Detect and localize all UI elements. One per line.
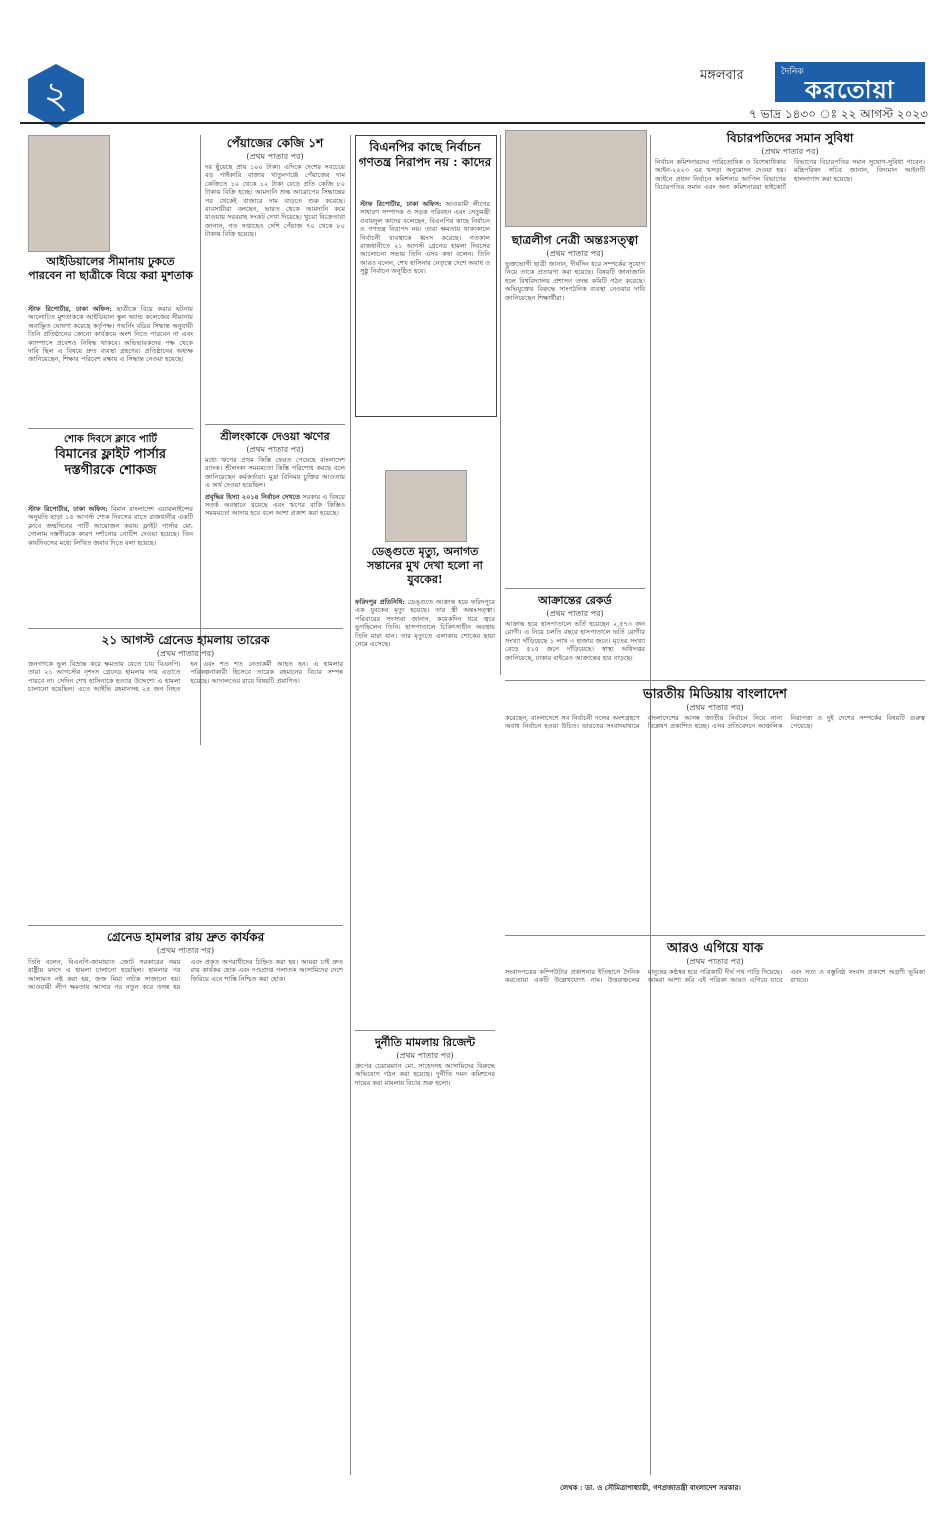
aro-jump: (প্রথম পাতার পর) bbox=[686, 957, 744, 966]
tareq-body bbox=[28, 660, 343, 920]
grenade-jump: (প্রথম পাতার পর) bbox=[156, 946, 215, 955]
bicharpati-body bbox=[655, 158, 925, 673]
chhatra-photo-collage bbox=[505, 130, 647, 227]
bicharpati-text: নির্বাচন কমিশনারদের পারিতোষিক ও বিশেষাধিকার আইন-২০২৩ এর খসড়া অনুমোদন দেওয়া হয়। আইনে প্রধান নির্বাচন কমিশনার আপিল বিভাগের বিচারপতির সমান এবং অন্য কমিশনাররা হাইকোর্ট বিভাগের বিচারপতির সমান সুযোগ-সুবিধা পাবেন। মন্ত্রিপরিষদ সচিব জানান, বিদ্যমান আইনটি হালনাগাদ করা হয়েছে। bbox=[655, 158, 925, 192]
logo-small-text: দৈনিক bbox=[781, 67, 804, 77]
section-rule bbox=[205, 424, 345, 425]
mutaq-headline: আইডিয়ালের সীমানায় ঢুকতে পারবেন না ছাত্রীকে বিয়ে করা মুশতাক bbox=[28, 255, 193, 282]
srilanka-text2: সরকার এ বিষয়ে সতর্ক অবস্থানে রয়েছে এবং ঋণের বাকি কিস্তিও সময়মতো আদায় হবে বলে আশা প্রকাশ করা হয়েছে। bbox=[205, 492, 345, 518]
section-rule bbox=[505, 680, 925, 681]
srilanka-body bbox=[205, 456, 345, 621]
svg-text:২: ২ bbox=[43, 73, 69, 117]
bharat-headline: ভারতীয় মিডিয়ায় বাংলাদেশ bbox=[643, 687, 787, 702]
regent-text: গ্রুপের চেয়ারম্যান মো. সাহেদসহ আসামিদের বিরুদ্ধে অভিযোগ গঠন করা হয়েছে। দুর্নীতি দমন কমিশনের দায়ের করা মামলায় বিচার শুরু হলো। bbox=[355, 1062, 495, 1087]
srilanka-jump: (প্রথম পাতার পর) bbox=[246, 445, 304, 454]
election-body bbox=[360, 200, 490, 410]
bharat-text: করেছেন, বাংলাদেশে সব নির্বাচনী দলের অংশগ্রহণে অবাধ নির্বাচন হওয়া উচিত। ভারতের সংবাদমাধ্যমে বাংলাদেশের আসন্ন জাতীয় নির্বাচন নিয়ে নানা বিশ্লেষণ প্রকাশিত হচ্ছে। এসব প্রতিবেদনে আঞ্চলিক নিরাপত্তা ও দুই দেশের সম্পর্কের বিষয়টি গুরুত্ব পেয়েছে। bbox=[505, 714, 925, 731]
section-rule bbox=[28, 428, 193, 429]
section-rule bbox=[28, 628, 343, 629]
mutaq-byline: স্টাফ রিপোর্টার, ঢাকা অফিস: bbox=[28, 305, 112, 313]
aro-body bbox=[505, 968, 925, 1473]
chhatra-body bbox=[505, 260, 645, 580]
section-rule bbox=[505, 588, 645, 589]
grenade-headline: গ্রেনেড হামলার রায় দ্রুত কার্যকর bbox=[106, 930, 265, 944]
regent-headline: দুর্নীতি মামলায় রিজেন্ট bbox=[375, 1036, 475, 1049]
srilanka-subhead: প্রবৃদ্ধির হিস্যা ২০১৪ নির্বাচন দেখতে bbox=[205, 492, 300, 501]
grenade-body bbox=[28, 958, 343, 1473]
regent-jump: (প্রথম পাতার পর) bbox=[396, 1051, 454, 1060]
tareq-text: জনগণকে ভুল বিভ্রান্ত করে ক্ষমতায় যেতে চায় বিএনপি। তারা ২১ আগস্টের নৃশংস গ্রেনেড হামলার দায় এড়াতে পারবে না। সেদিন শেখ হাসিনাকে হত্যার উদ্দেশ্যে এ হামলা চালানো হয়েছিল। এতে আইভি রহমানসহ ২৪ জন নিহত হন এবং শত শত নেতাকর্মী আহত হন। এ হামলার পরিকল্পনাকারী হিসেবে তারেক রহমানের বিচার সম্পন্ন হয়েছে। আদালতের রায়ে বিষয়টি প্রমাণিত। bbox=[28, 660, 343, 694]
onion-body bbox=[205, 163, 345, 418]
aro-headline: আরও এগিয়ে যাক bbox=[666, 941, 764, 956]
dengue-text: ডেঙ্গুতে আক্রান্ত হয়ে ফরিদপুরে এক যুবকের মৃত্যু হয়েছে। তার স্ত্রী অন্তঃসত্ত্বা। পরিবারের সদস্যরা জানান, কয়েকদিন ধরে জ্বরে ভুগছিলেন তিনি। হাসপাতালে চিকিৎসাধীন অবস্থায় তিনি মারা যান। তার মৃত্যুতে এলাকায় শোকের ছায়া নেমে এসেছে। bbox=[355, 598, 495, 649]
onion-text: দর ছুঁয়েছে প্রায় ১০০ টাকা। এদিকে দেশের সবচেয়ে বড় পাইকারি বাজার খাতুনগঞ্জে পেঁয়াজের দাম কেজিতে ১০ থেকে ১২ টাকা বেড়ে প্রতি কেজি ৮০ টাকায় বিক্রি হচ্ছে। আমদানি শুল্ক আরোপের সিদ্ধান্তের পর থেকেই বাজারে দাম বাড়তে শুরু করেছে। ব্যবসায়ীরা বলছেন, ভারত থেকে আমদানি কমে যাওয়ায় সরবরাহ সংকট দেখা দিয়েছে। খুচরা বিক্রেতারা জানান, গত সপ্তাহেও দেশি পেঁয়াজ ৭০ থেকে ৮০ টাকায় বিক্রি হয়েছে। bbox=[205, 163, 345, 239]
chhatra-text: ভুক্তভোগী ছাত্রী জানান, দীর্ঘদিন ধরে সম্পর্কের সুযোগ নিয়ে তাকে প্রতারণা করা হয়েছে। বিষয়টি জানাজানি হলে বিশ্ববিদ্যালয় প্রশাসন তদন্ত কমিটি গঠন করেছে। অভিযুক্তের বিরুদ্ধে সাংগঠনিক ব্যবস্থা নেওয়ার দাবি জানিয়েছেন শিক্ষার্থীরা। bbox=[505, 260, 645, 302]
bharat-jump: (প্রথম পাতার পর) bbox=[686, 703, 744, 712]
regent-body bbox=[355, 1062, 495, 1192]
dengue-headline: ডেঙ্গুতে মৃত্যু, অনাগত সন্তানের মুখ দেখা হলো না যুবকের! bbox=[367, 545, 483, 586]
shok-text: বিমান বাংলাদেশ এয়ারলাইন্সের অনুমতি ছাড়া ১৫ আগস্ট শোক দিবসের রাতে রাজধানীর একটি ক্লাবে জন্মদিনের পার্টি আয়োজন করায় ফ্লাইট পার্সার মো. গোলাম দস্তগীরকে কারণ দর্শানোর নোটিশ দেওয়া হয়েছে। তিন কার্যদিবসের মধ্যে লিখিত জবাব দিতে বলা হয়েছে। bbox=[28, 505, 193, 547]
bicharpati-headline: বিচারপতিদের সমান সুবিধা bbox=[726, 131, 854, 145]
aro-author: লেখক : ডা. ও সৌমিত্রাপাধ্যায়ী, গণপ্রজাতন্ত্রী বাংলাদেশ সরকার। bbox=[560, 1483, 741, 1492]
record-jump: (প্রথম পাতার পর) bbox=[546, 609, 604, 618]
issue-date: ৭ ভাদ্র ১৪৩০ ঃ ২২ আগস্ট ২০২৩ bbox=[749, 107, 928, 121]
aro-text: সংবাদপত্রের কম্পিউটার প্রকাশনার ইতিহাসে দৈনিক করতোয়া একটি উল্লেখযোগ্য নাম। উত্তরাঞ্চলের মানুষের কণ্ঠস্বর হয়ে পত্রিকাটি দীর্ঘ পথ পাড়ি দিয়েছে। আমরা আশা করি এই পত্রিকা আরও এগিয়ে যাবে এবং সত্য ও বস্তুনিষ্ঠ সংবাদ প্রকাশে অগ্রণী ভূমিকা রাখবে। bbox=[505, 968, 925, 985]
dengue-body bbox=[355, 598, 495, 748]
section-rule bbox=[28, 925, 343, 926]
dengue-photo bbox=[385, 470, 467, 542]
chhatra-jump: (প্রথম পাতার পর) bbox=[546, 249, 604, 258]
onion-headline: পেঁয়াজের কেজি ১শ bbox=[226, 136, 324, 150]
chhatra-headline: ছাত্রলীগ নেত্রী অন্তঃসত্ত্বা bbox=[511, 233, 639, 247]
dengue-byline: ফরিদপুর প্রতিনিধি: bbox=[355, 598, 405, 606]
logo-big-text: করতোয়া bbox=[805, 75, 895, 104]
masthead-rule bbox=[20, 122, 925, 124]
mutaq-text: ছাত্রীকে বিয়ে করার ঘটনায় আলোচিত মুশতাককে আইডিয়াল স্কুল অ্যান্ড কলেজের সীমানায় অবাঞ্ছিত ঘোষণা করেছে কর্তৃপক্ষ। গভর্নিং বডির সিদ্ধান্ত অনুযায়ী তিনি প্রতিষ্ঠানের কোনো কার্যক্রমে অংশ নিতে পারবেন না এবং ক্যাম্পাসে প্রবেশও নিষিদ্ধ থাকবে। অভিভাবকদের পক্ষ থেকে দাবি ছিল এ বিষয়ে দ্রুত ব্যবস্থা গ্রহণের। প্রতিষ্ঠানের অধ্যক্ষ জানিয়েছেন, শিক্ষার পরিবেশ রক্ষায় এ সিদ্ধান্ত নেওয়া হয়েছে। bbox=[28, 305, 193, 364]
page-number-badge bbox=[22, 62, 90, 130]
section-rule bbox=[355, 1030, 495, 1031]
mutaq-body bbox=[28, 305, 193, 423]
tareq-headline: ২১ আগস্ট গ্রেনেড হামলায় তারেক bbox=[101, 633, 270, 647]
bharat-body bbox=[505, 714, 925, 929]
onion-jump: (প্রথম পাতার পর) bbox=[246, 152, 304, 161]
bicharpati-jump: (প্রথম পাতার পর) bbox=[761, 147, 819, 156]
shok-headline: বিমানের ফ্লাইট পার্সার দস্তগীরকে শোকজ bbox=[54, 447, 167, 478]
column-divider bbox=[500, 135, 501, 675]
election-headline: বিএনপির কাছে নির্বাচন গণতন্ত্র নিরাপদ নয় : কাদের bbox=[358, 140, 492, 169]
election-text: আওয়ামী লীগের সাধারণ সম্পাদক ও সড়ক পরিবহন এবং সেতুমন্ত্রী ওবায়দুল কাদের বলেছেন, বিএনপির কাছে নির্বাচন ও গণতন্ত্র নিরাপদ নয়। তারা ক্ষমতায় থাকাকালে নির্বাচনী ব্যবস্থাকে ধ্বংস করেছে। গতকাল রাজধানীতে ২১ আগস্ট গ্রেনেড হামলা দিবসের আলোচনা সভায় তিনি এসব কথা বলেন। তিনি আরও বলেন, শেখ হাসিনার নেতৃত্বে দেশে অবাধ ও সুষ্ঠু নির্বাচন অনুষ্ঠিত হবে। bbox=[360, 200, 490, 276]
grenade-text: তিনি বলেন, বিএনপি-জামায়াত জোট সরকারের সময় রাষ্ট্রীয় মদদে এ হামলা চালানো হয়েছিল। হামলার পর আলামত নষ্ট করা হয়, জজ মিয়া নাটক সাজানো হয়। আওয়ামী লীগ ক্ষমতায় আসার পর নতুন করে তদন্ত হয় এবং প্রকৃত অপরাধীদের চিহ্নিত করা হয়। আমরা চাই দ্রুত রায় কার্যকর হোক এবং দণ্ডপ্রাপ্ত পলাতক আসামিদের দেশে ফিরিয়ে এনে শাস্তি নিশ্চিত করা হোক। bbox=[28, 958, 343, 992]
srilanka-headline: শ্রীলংকাকে দেওয়া ঋণের bbox=[220, 430, 330, 443]
srilanka-text: মধ্যে ঋণের প্রথম কিস্তি ফেরত পেয়েছে বাংলাদেশ ব্যাংক। শ্রীলংকা সময়মতো কিস্তি পরিশোধ করছে বলে জানিয়েছেন কর্মকর্তারা। মুদ্রা বিনিময় চুক্তির আওতায় এ অর্থ দেওয়া হয়েছিল। bbox=[205, 456, 345, 490]
issue-day: মঙ্গলবার bbox=[700, 68, 744, 83]
record-headline: আক্রান্তের রেকর্ড bbox=[538, 594, 612, 607]
record-text: আক্রান্ত হয়ে হাসপাতালে ভর্তি হয়েছেন ২,৫৭৩ জন রোগী। এ নিয়ে চলতি বছরে হাসপাতালে ভর্তি রোগীর সংখ্যা দাঁড়িয়েছে ১ লাখ ৩ হাজার জনে। মৃতের সংখ্যা বেড়ে ৫১৫ জনে দাঁড়িয়েছে। স্বাস্থ্য অধিদপ্তর জানিয়েছে, ঢাকার বাইরেও আক্রান্তের হার বাড়ছে। bbox=[505, 620, 645, 662]
section-rule bbox=[505, 935, 925, 936]
mutaq-photo bbox=[28, 135, 110, 252]
column-divider bbox=[350, 135, 351, 1475]
election-byline: স্টাফ রিপোর্টার, ঢাকা অফিস: bbox=[360, 200, 442, 208]
record-body bbox=[505, 620, 645, 680]
masthead-logo bbox=[775, 62, 925, 102]
shok-body bbox=[28, 505, 193, 623]
shok-kicker: শোক দিবসে ক্লাবে পার্টি bbox=[64, 434, 157, 445]
tareq-jump: (প্রথম পাতার পর) bbox=[156, 649, 215, 658]
shok-byline: স্টাফ রিপোর্টার, ঢাকা অফিস: bbox=[28, 505, 108, 513]
